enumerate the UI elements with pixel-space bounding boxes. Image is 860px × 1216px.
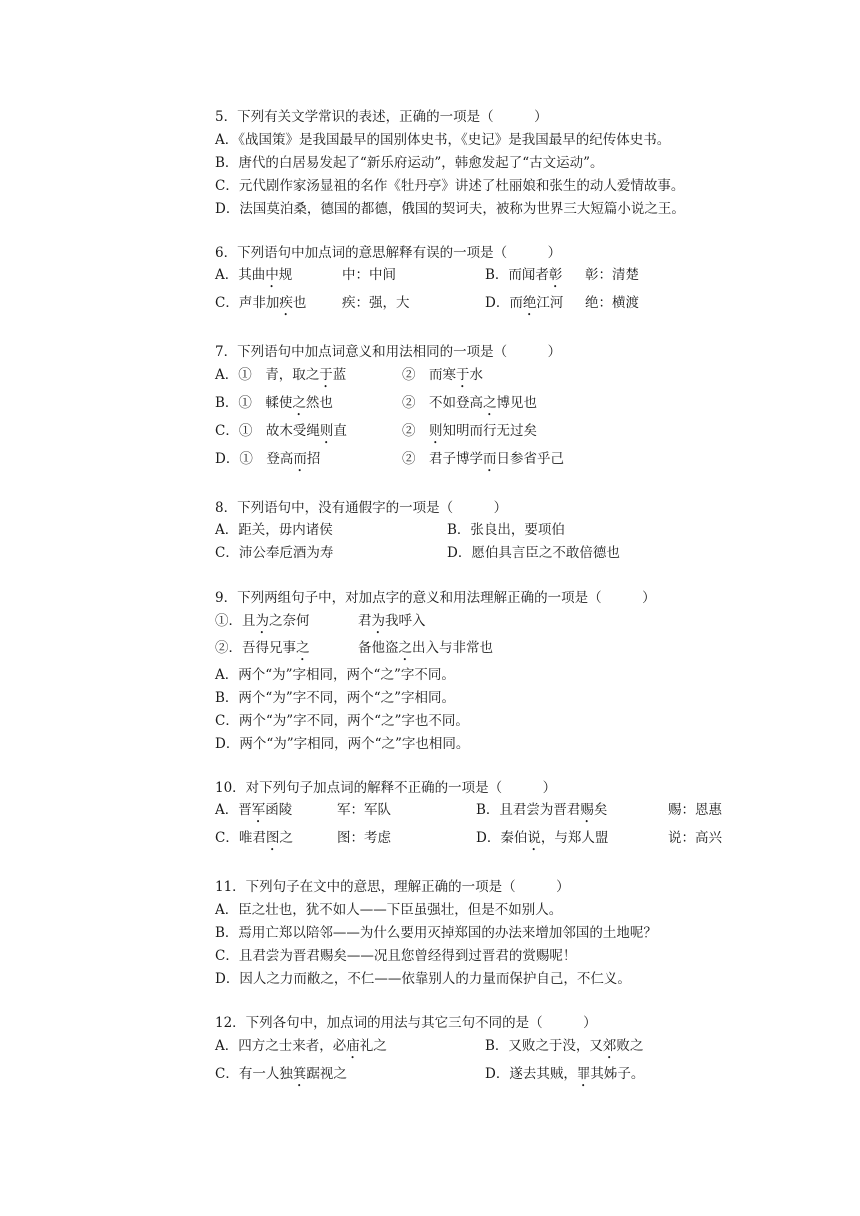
option-text: 直 bbox=[333, 423, 347, 439]
question-8-option-b: B．张良出，要项伯 bbox=[447, 522, 565, 538]
sentence-text: 我呼入 bbox=[385, 613, 426, 629]
question-5-option-d: D．法国莫泊桑，德国的都德，俄国的契诃夫，被称为世界三大短篇小说之王。 bbox=[215, 201, 685, 217]
question-9-stem: 9．下列两组句子中，对加点字的意义和用法理解正确的一项是（ ） bbox=[215, 590, 656, 606]
question-8-option-d: D．愿伯具言臣之不敢倍德也 bbox=[447, 545, 620, 561]
question-12-option-c bbox=[215, 1065, 347, 1090]
dotted-word: 于 bbox=[319, 367, 333, 383]
question-6-option-b bbox=[485, 266, 562, 291]
dotted-word: 郊 bbox=[602, 1038, 617, 1054]
option-text: ② 君子博学 bbox=[402, 451, 483, 467]
sentence-text: 出入与非常也 bbox=[412, 640, 493, 656]
question-7-option-c-2 bbox=[402, 422, 537, 447]
sentence-text: ②．吾得兄事 bbox=[215, 640, 296, 656]
option-text: 然也 bbox=[305, 395, 333, 411]
sentence-text: 君 bbox=[358, 613, 372, 629]
dotted-word: 罪 bbox=[576, 1066, 591, 1082]
question-11-option-d: D．因人之力而敝之，不仁——依靠别人的力量而保护自己，不仁义。 bbox=[215, 971, 631, 987]
question-10-explanation-c: 图：考虑 bbox=[337, 830, 391, 846]
question-9-option-a: A．两个“为”字相同，两个“之”字不同。 bbox=[215, 667, 455, 683]
question-5-stem: 5．下列有关文学常识的表述，正确的一项是（ ） bbox=[215, 109, 548, 125]
dotted-word: 而 bbox=[293, 451, 307, 467]
dotted-word: 箕 bbox=[292, 1066, 307, 1082]
question-7-option-b-1 bbox=[215, 394, 333, 419]
option-text: C．有一人独 bbox=[215, 1066, 293, 1082]
question-7-option-d-1 bbox=[215, 450, 320, 475]
question-10-option-b bbox=[476, 801, 607, 826]
option-text: A．① 青，取之 bbox=[215, 367, 320, 383]
dotted-word: 则 bbox=[319, 423, 334, 439]
question-8-option-a: A．距关，毋内诸侯 bbox=[215, 522, 333, 538]
question-6-explanation-d: 绝：横渡 bbox=[585, 295, 639, 311]
option-text: C．① 故木受绳 bbox=[215, 423, 320, 439]
question-6-explanation-a: 中：中间 bbox=[342, 267, 396, 283]
sentence-text: 备他盗 bbox=[358, 640, 399, 656]
option-text: C．唯君 bbox=[215, 830, 266, 846]
option-text: 其姊子。 bbox=[590, 1066, 645, 1082]
option-text: 蓝 bbox=[332, 367, 347, 383]
question-7-option-d-2 bbox=[402, 450, 564, 475]
option-text: B．① 輮使 bbox=[215, 395, 293, 411]
question-7-option-a-1 bbox=[215, 366, 346, 391]
question-6-stem: 6．下列语句中加点词的意思解释有误的一项是（ ） bbox=[215, 245, 562, 261]
question-6-option-c bbox=[215, 294, 306, 319]
option-text: 踞视之 bbox=[306, 1066, 347, 1082]
option-text: 招 bbox=[306, 451, 321, 467]
option-text: ② 不如登高 bbox=[402, 395, 483, 411]
question-5-option-b: B．唐代的白居易发起了“新乐府运动”，韩愈发起了“古文运动”。 bbox=[215, 155, 604, 171]
option-text: B．且君尝为晋君 bbox=[476, 802, 581, 818]
option-text: D．① 登高 bbox=[215, 451, 294, 467]
question-12-stem: 12．下列各句中，加点词的用法与其它三句不同的是（ ） bbox=[215, 1015, 597, 1031]
question-9-sentence-1a bbox=[215, 612, 310, 637]
dotted-word: 之 bbox=[296, 640, 310, 656]
question-11-option-b: B．焉用亡郑以陪邻——为什么要用灭掉郑国的办法来增加邻国的土地呢？ bbox=[215, 925, 657, 941]
question-10-option-a bbox=[215, 801, 292, 826]
option-text: D．而 bbox=[485, 295, 523, 311]
question-7-stem: 7．下列语句中加点词意义和用法相同的一项是（ ） bbox=[215, 344, 562, 360]
question-6-explanation-c: 疾：强，大 bbox=[342, 295, 410, 311]
option-text: ，与郑人盟 bbox=[540, 830, 609, 846]
dotted-word: 则 bbox=[429, 423, 443, 439]
question-8-stem: 8．下列语句中，没有通假字的一项是（ ） bbox=[215, 500, 508, 516]
option-text: A．晋 bbox=[215, 802, 252, 818]
option-text: 水 bbox=[469, 367, 483, 383]
question-11-option-a: A．臣之壮也，犹不如人——下臣虽强壮，但是不如别人。 bbox=[215, 902, 563, 918]
option-text: 函陵 bbox=[265, 802, 293, 818]
dotted-word: 军 bbox=[251, 802, 266, 818]
option-text: D．秦伯 bbox=[476, 830, 528, 846]
question-6-option-d bbox=[485, 294, 563, 319]
question-6-explanation-b: 彰：清楚 bbox=[585, 267, 639, 283]
option-text: ② 而寒 bbox=[402, 367, 456, 383]
dotted-word: 之 bbox=[483, 395, 497, 411]
question-11-stem: 11．下列句子在文中的意思，理解正确的一项是（ ） bbox=[215, 879, 570, 895]
question-10-option-c bbox=[215, 829, 293, 854]
sentence-text: 之奈何 bbox=[269, 613, 310, 629]
option-text: 日参省乎己 bbox=[496, 451, 564, 467]
question-6-option-a bbox=[215, 266, 292, 291]
question-10-explanation-a: 军：军队 bbox=[337, 802, 391, 818]
question-5-option-c: C．元代剧作家汤显祖的名作《牡丹亭》讲述了杜丽娘和张生的动人爱情故事。 bbox=[215, 178, 685, 194]
dotted-word: 中 bbox=[265, 267, 279, 283]
question-9-option-c: C．两个“为”字不同，两个“之”字也不同。 bbox=[215, 713, 469, 729]
dotted-word: 绝 bbox=[522, 295, 537, 311]
option-text: 江河 bbox=[536, 295, 564, 311]
question-12-option-b bbox=[485, 1037, 643, 1062]
question-9-option-d: D．两个“为”字相同，两个“之”字也相同。 bbox=[215, 736, 470, 752]
dotted-word: 之 bbox=[292, 395, 306, 411]
option-text: 规 bbox=[278, 267, 293, 283]
option-text: 矣 bbox=[593, 802, 608, 818]
question-7-option-c-1 bbox=[215, 422, 347, 447]
question-10-explanation-b: 赐：恩惠 bbox=[668, 802, 722, 818]
option-text: 礼之 bbox=[359, 1038, 387, 1054]
question-9-option-b: B．两个“为”字不同，两个“之”字相同。 bbox=[215, 690, 456, 706]
option-text: ② bbox=[402, 423, 429, 439]
dotted-word: 赐 bbox=[580, 802, 594, 818]
dotted-word: 为 bbox=[371, 613, 385, 629]
option-text: A．其曲 bbox=[215, 267, 266, 283]
option-text: A．四方之士来者，必 bbox=[215, 1038, 347, 1054]
question-10-option-d bbox=[476, 829, 608, 854]
dotted-word: 之 bbox=[398, 640, 412, 656]
dotted-word: 于 bbox=[456, 367, 470, 383]
option-text: 博见也 bbox=[496, 395, 537, 411]
dotted-word: 图 bbox=[265, 830, 280, 846]
dotted-word: 彰 bbox=[548, 267, 563, 283]
question-9-sentence-2b bbox=[358, 639, 493, 664]
option-text: 知明而行无过矣 bbox=[442, 423, 537, 439]
question-12-option-a bbox=[215, 1037, 387, 1062]
dotted-word: 而 bbox=[483, 451, 497, 467]
option-text: B．又败之于没，又 bbox=[485, 1038, 603, 1054]
option-text: D．遂去其贼， bbox=[485, 1066, 577, 1082]
question-10-stem: 10．对下列句子加点词的解释不正确的一项是（ ） bbox=[215, 780, 557, 796]
question-9-sentence-1b bbox=[358, 612, 426, 637]
question-11-option-c: C．且君尝为晋君赐矣——况且您曾经得到过晋君的赏赐呢！ bbox=[215, 948, 577, 964]
question-7-option-a-2 bbox=[402, 366, 483, 391]
option-text: C．声非加 bbox=[215, 295, 280, 311]
dotted-word: 为 bbox=[255, 613, 269, 629]
dotted-word: 疾 bbox=[279, 295, 293, 311]
question-9-sentence-2a bbox=[215, 639, 310, 664]
sentence-text: ①．且 bbox=[215, 613, 256, 629]
option-text: B．而闻者 bbox=[485, 267, 549, 283]
question-7-option-b-2 bbox=[402, 394, 537, 419]
option-text: 之 bbox=[279, 830, 293, 846]
question-5-option-a: A．《战国策》是我国最早的国别体史书，《史记》是我国最早的纪传体史书。 bbox=[215, 132, 671, 148]
dotted-word: 庙 bbox=[346, 1038, 360, 1054]
dotted-word: 说 bbox=[527, 830, 541, 846]
question-12-option-d bbox=[485, 1065, 644, 1090]
question-8-option-c: C．沛公奉卮酒为寿 bbox=[215, 545, 334, 561]
option-text: 败之 bbox=[616, 1038, 644, 1054]
question-10-explanation-d: 说：高兴 bbox=[668, 830, 722, 846]
option-text: 也 bbox=[292, 295, 307, 311]
